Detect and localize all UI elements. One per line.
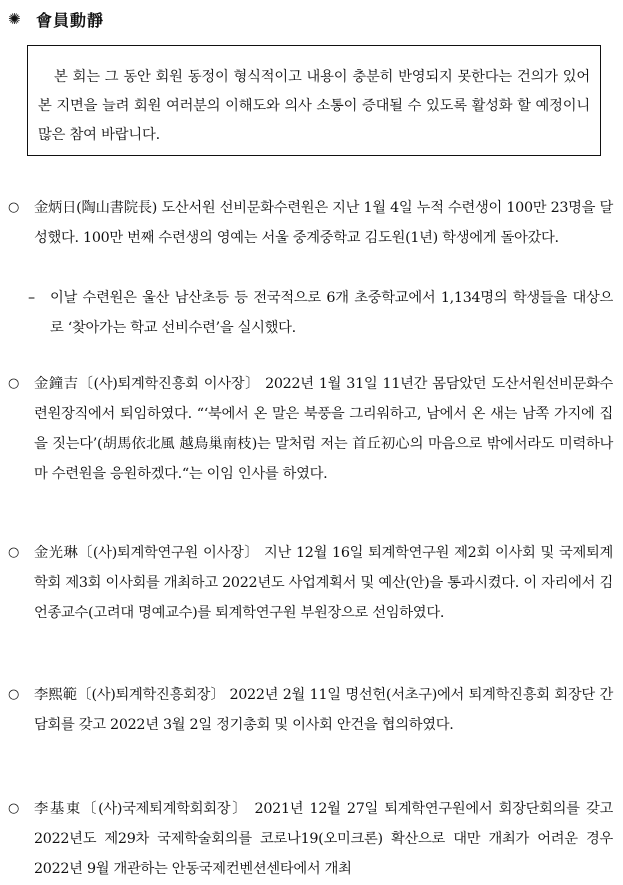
dash-bullet-icon: – — [28, 290, 36, 306]
circle-bullet-icon: ○ — [8, 200, 20, 215]
news-item-text: 金炳日(陶山書院長) 도산서원 선비문화수련원은 지난 1월 4일 누적 수련생이 100만 23명을 달성했다. 100만 번째 수련생의 영예는 서울 중계중학교 김도원(1년) 학생에게 돌아갔다. — [34, 200, 613, 246]
news-item-text: 金光琳〔(사)퇴계학연구원 이사장〕 지난 12월 16일 퇴계학연구원 제2회 이사회 및 국제퇴계학회 제3회 이사회를 개최하고 2022년도 사업계획서 및 예산(안)을 통과시켰다. 이 자리에서 김언종교수(고려대 명예교수)를 퇴계학연구원 부원장으로 선임하였다. — [34, 545, 613, 621]
section-title: 會員動靜 — [36, 10, 105, 30]
news-sub-item-text: 이날 수련원은 울산 남산초등 등 전국적으로 6개 초중학교에서 1,134명의 학생들을 대상으로 ‘찾아가는 학교 선비수련’을 실시했다. — [50, 290, 613, 336]
circle-bullet-icon: ○ — [8, 376, 20, 391]
circle-bullet-icon: ○ — [8, 801, 20, 816]
circle-bullet-icon: ○ — [8, 687, 20, 702]
news-item-text: 李基東〔(사)국제퇴계학회회장〕 2021년 12월 27일 퇴계학연구원에서 회장단회의를 갖고 2022년도 제29차 국제학술회의를 코로나19(오미크론) 확산으로 대만 개최가 어려운 경우 2022년 9월 개관하는 안동국제컨벤션센타에서 개최 — [34, 801, 613, 877]
ornament-icon: ✺ — [8, 10, 22, 28]
circle-bullet-icon: ○ — [8, 545, 20, 560]
news-item-text: 李熙範〔(사)퇴계학진흥회장〕 2022년 2월 11일 명선헌(서초구)에서 퇴계학진흥회 회장단 간담회를 갖고 2022년 3월 2일 정기총회 및 이사회 안건을 협의하였다. — [34, 687, 613, 733]
section-header — [8, 8, 104, 30]
news-item-text: 金鐘吉〔(사)퇴계학진흥회 이사장〕 2022년 1월 31일 11년간 몸담았던 도산서원선비문화수련원장직에서 퇴임하였다. “‘북에서 온 말은 북풍을 그리워하고, 남에서 온 새는 남쪽 가지에 집을 짓는다’(胡馬依北風 越鳥巢南枝)는 말처럼 저는 首丘初心의 마음으로 밖에서라도 미력하나마 수련원을 응원하겠다.“는 이임 인사를 하였다. — [34, 376, 613, 482]
notice-box: 본 회는 그 동안 회원 동정이 형식적이고 내용이 충분히 반영되지 못한다는 건의가 있어 본 지면을 늘려 회원 여러분의 이해도와 의사 소통이 증대될 수 있도록 활성화 할 예정이니 많은 참여 바랍니다. — [27, 45, 601, 156]
